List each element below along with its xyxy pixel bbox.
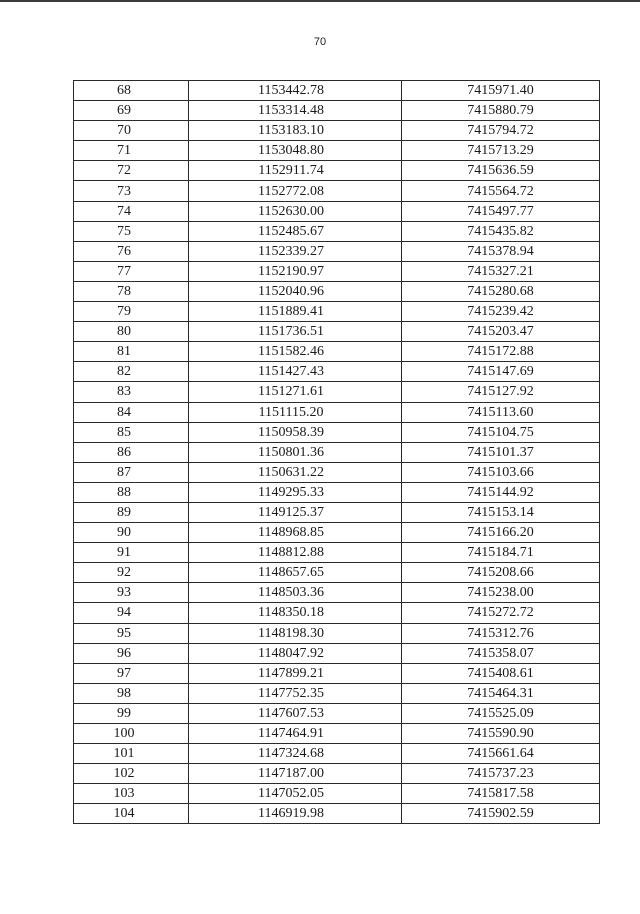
x-coordinate-cell: 1151271.61	[189, 382, 402, 402]
x-coordinate-cell: 1150631.22	[189, 462, 402, 482]
x-coordinate-cell: 1149125.37	[189, 502, 402, 522]
y-coordinate-cell: 7415127.92	[402, 382, 600, 402]
y-coordinate-cell: 7415358.07	[402, 643, 600, 663]
table-row	[74, 181, 600, 201]
x-coordinate-cell: 1148047.92	[189, 643, 402, 663]
y-coordinate-cell: 7415525.09	[402, 703, 600, 723]
y-coordinate-cell: 7415713.29	[402, 141, 600, 161]
point-number-cell: 96	[74, 643, 189, 663]
x-coordinate-cell: 1150958.39	[189, 422, 402, 442]
x-coordinate-cell: 1152772.08	[189, 181, 402, 201]
x-coordinate-cell: 1148968.85	[189, 523, 402, 543]
x-coordinate-cell: 1147464.91	[189, 724, 402, 744]
x-coordinate-cell: 1148657.65	[189, 563, 402, 583]
x-coordinate-cell: 1153183.10	[189, 121, 402, 141]
y-coordinate-cell: 7415794.72	[402, 121, 600, 141]
table-row	[74, 804, 600, 824]
y-coordinate-cell: 7415737.23	[402, 764, 600, 784]
x-coordinate-cell: 1152485.67	[189, 221, 402, 241]
y-coordinate-cell: 7415101.37	[402, 442, 600, 462]
table-row	[74, 101, 600, 121]
x-coordinate-cell: 1151736.51	[189, 322, 402, 342]
point-number-cell: 91	[74, 543, 189, 563]
x-coordinate-cell: 1153314.48	[189, 101, 402, 121]
point-number-cell: 95	[74, 623, 189, 643]
point-number-cell: 69	[74, 101, 189, 121]
x-coordinate-cell: 1152339.27	[189, 241, 402, 261]
table-row	[74, 583, 600, 603]
x-coordinate-cell: 1150801.36	[189, 442, 402, 462]
table-row	[74, 724, 600, 744]
table-row	[74, 543, 600, 563]
point-number-cell: 70	[74, 121, 189, 141]
y-coordinate-cell: 7415238.00	[402, 583, 600, 603]
x-coordinate-cell: 1148503.36	[189, 583, 402, 603]
table-row	[74, 201, 600, 221]
point-number-cell: 94	[74, 603, 189, 623]
x-coordinate-cell: 1149295.33	[189, 482, 402, 502]
x-coordinate-cell: 1151889.41	[189, 302, 402, 322]
point-number-cell: 82	[74, 362, 189, 382]
y-coordinate-cell: 7415208.66	[402, 563, 600, 583]
y-coordinate-cell: 7415902.59	[402, 804, 600, 824]
point-number-cell: 77	[74, 261, 189, 281]
x-coordinate-cell: 1151427.43	[189, 362, 402, 382]
point-number-cell: 90	[74, 523, 189, 543]
table-row	[74, 422, 600, 442]
point-number-cell: 88	[74, 482, 189, 502]
table-row	[74, 764, 600, 784]
y-coordinate-cell: 7415817.58	[402, 784, 600, 804]
point-number-cell: 84	[74, 402, 189, 422]
point-number-cell: 81	[74, 342, 189, 362]
x-coordinate-cell: 1148812.88	[189, 543, 402, 563]
point-number-cell: 93	[74, 583, 189, 603]
point-number-cell: 75	[74, 221, 189, 241]
point-number-cell: 85	[74, 422, 189, 442]
point-number-cell: 87	[74, 462, 189, 482]
x-coordinate-cell: 1152630.00	[189, 201, 402, 221]
point-number-cell: 97	[74, 663, 189, 683]
y-coordinate-cell: 7415153.14	[402, 502, 600, 522]
table-row	[74, 623, 600, 643]
x-coordinate-cell: 1148198.30	[189, 623, 402, 643]
y-coordinate-cell: 7415104.75	[402, 422, 600, 442]
y-coordinate-cell: 7415408.61	[402, 663, 600, 683]
y-coordinate-cell: 7415971.40	[402, 81, 600, 101]
y-coordinate-cell: 7415636.59	[402, 161, 600, 181]
y-coordinate-cell: 7415147.69	[402, 362, 600, 382]
table-row	[74, 784, 600, 804]
table-row	[74, 322, 600, 342]
x-coordinate-cell: 1152190.97	[189, 261, 402, 281]
y-coordinate-cell: 7415564.72	[402, 181, 600, 201]
y-coordinate-cell: 7415239.42	[402, 302, 600, 322]
x-coordinate-cell: 1151115.20	[189, 402, 402, 422]
table-row	[74, 703, 600, 723]
table-row	[74, 141, 600, 161]
y-coordinate-cell: 7415172.88	[402, 342, 600, 362]
table-row	[74, 362, 600, 382]
table-row	[74, 161, 600, 181]
point-number-cell: 71	[74, 141, 189, 161]
y-coordinate-cell: 7415280.68	[402, 281, 600, 301]
table-row	[74, 603, 600, 623]
table-row	[74, 563, 600, 583]
point-number-cell: 102	[74, 764, 189, 784]
y-coordinate-cell: 7415590.90	[402, 724, 600, 744]
point-number-cell: 74	[74, 201, 189, 221]
table-row	[74, 482, 600, 502]
x-coordinate-cell: 1147187.00	[189, 764, 402, 784]
point-number-cell: 73	[74, 181, 189, 201]
x-coordinate-cell: 1153048.80	[189, 141, 402, 161]
coordinates-table-body	[74, 81, 600, 824]
table-row	[74, 81, 600, 101]
y-coordinate-cell: 7415203.47	[402, 322, 600, 342]
point-number-cell: 89	[74, 502, 189, 522]
x-coordinate-cell: 1146919.98	[189, 804, 402, 824]
x-coordinate-cell: 1153442.78	[189, 81, 402, 101]
table-row	[74, 523, 600, 543]
point-number-cell: 72	[74, 161, 189, 181]
y-coordinate-cell: 7415103.66	[402, 462, 600, 482]
x-coordinate-cell: 1147607.53	[189, 703, 402, 723]
y-coordinate-cell: 7415312.76	[402, 623, 600, 643]
y-coordinate-cell: 7415378.94	[402, 241, 600, 261]
page-top-edge	[0, 0, 640, 2]
x-coordinate-cell: 1152040.96	[189, 281, 402, 301]
table-row	[74, 241, 600, 261]
table-row	[74, 744, 600, 764]
y-coordinate-cell: 7415184.71	[402, 543, 600, 563]
point-number-cell: 83	[74, 382, 189, 402]
y-coordinate-cell: 7415272.72	[402, 603, 600, 623]
point-number-cell: 98	[74, 683, 189, 703]
y-coordinate-cell: 7415464.31	[402, 683, 600, 703]
point-number-cell: 80	[74, 322, 189, 342]
y-coordinate-cell: 7415661.64	[402, 744, 600, 764]
x-coordinate-cell: 1147052.05	[189, 784, 402, 804]
y-coordinate-cell: 7415327.21	[402, 261, 600, 281]
point-number-cell: 78	[74, 281, 189, 301]
table-row	[74, 683, 600, 703]
table-row	[74, 643, 600, 663]
table-row	[74, 342, 600, 362]
table-row	[74, 221, 600, 241]
table-row	[74, 663, 600, 683]
table-row	[74, 302, 600, 322]
table-row	[74, 382, 600, 402]
point-number-cell: 100	[74, 724, 189, 744]
x-coordinate-cell: 1147899.21	[189, 663, 402, 683]
x-coordinate-cell: 1147324.68	[189, 744, 402, 764]
table-row	[74, 281, 600, 301]
point-number-cell: 103	[74, 784, 189, 804]
table-row	[74, 121, 600, 141]
y-coordinate-cell: 7415166.20	[402, 523, 600, 543]
x-coordinate-cell: 1147752.35	[189, 683, 402, 703]
y-coordinate-cell: 7415497.77	[402, 201, 600, 221]
y-coordinate-cell: 7415435.82	[402, 221, 600, 241]
table-row	[74, 261, 600, 281]
point-number-cell: 76	[74, 241, 189, 261]
point-number-cell: 101	[74, 744, 189, 764]
x-coordinate-cell: 1152911.74	[189, 161, 402, 181]
y-coordinate-cell: 7415113.60	[402, 402, 600, 422]
point-number-cell: 92	[74, 563, 189, 583]
point-number-cell: 99	[74, 703, 189, 723]
table-row	[74, 402, 600, 422]
point-number-cell: 104	[74, 804, 189, 824]
table-row	[74, 462, 600, 482]
y-coordinate-cell: 7415144.92	[402, 482, 600, 502]
table-row	[74, 442, 600, 462]
x-coordinate-cell: 1151582.46	[189, 342, 402, 362]
point-number-cell: 68	[74, 81, 189, 101]
x-coordinate-cell: 1148350.18	[189, 603, 402, 623]
page-number: 70	[313, 36, 327, 48]
point-number-cell: 79	[74, 302, 189, 322]
coordinates-table	[73, 80, 600, 824]
point-number-cell: 86	[74, 442, 189, 462]
table-row	[74, 502, 600, 522]
y-coordinate-cell: 7415880.79	[402, 101, 600, 121]
